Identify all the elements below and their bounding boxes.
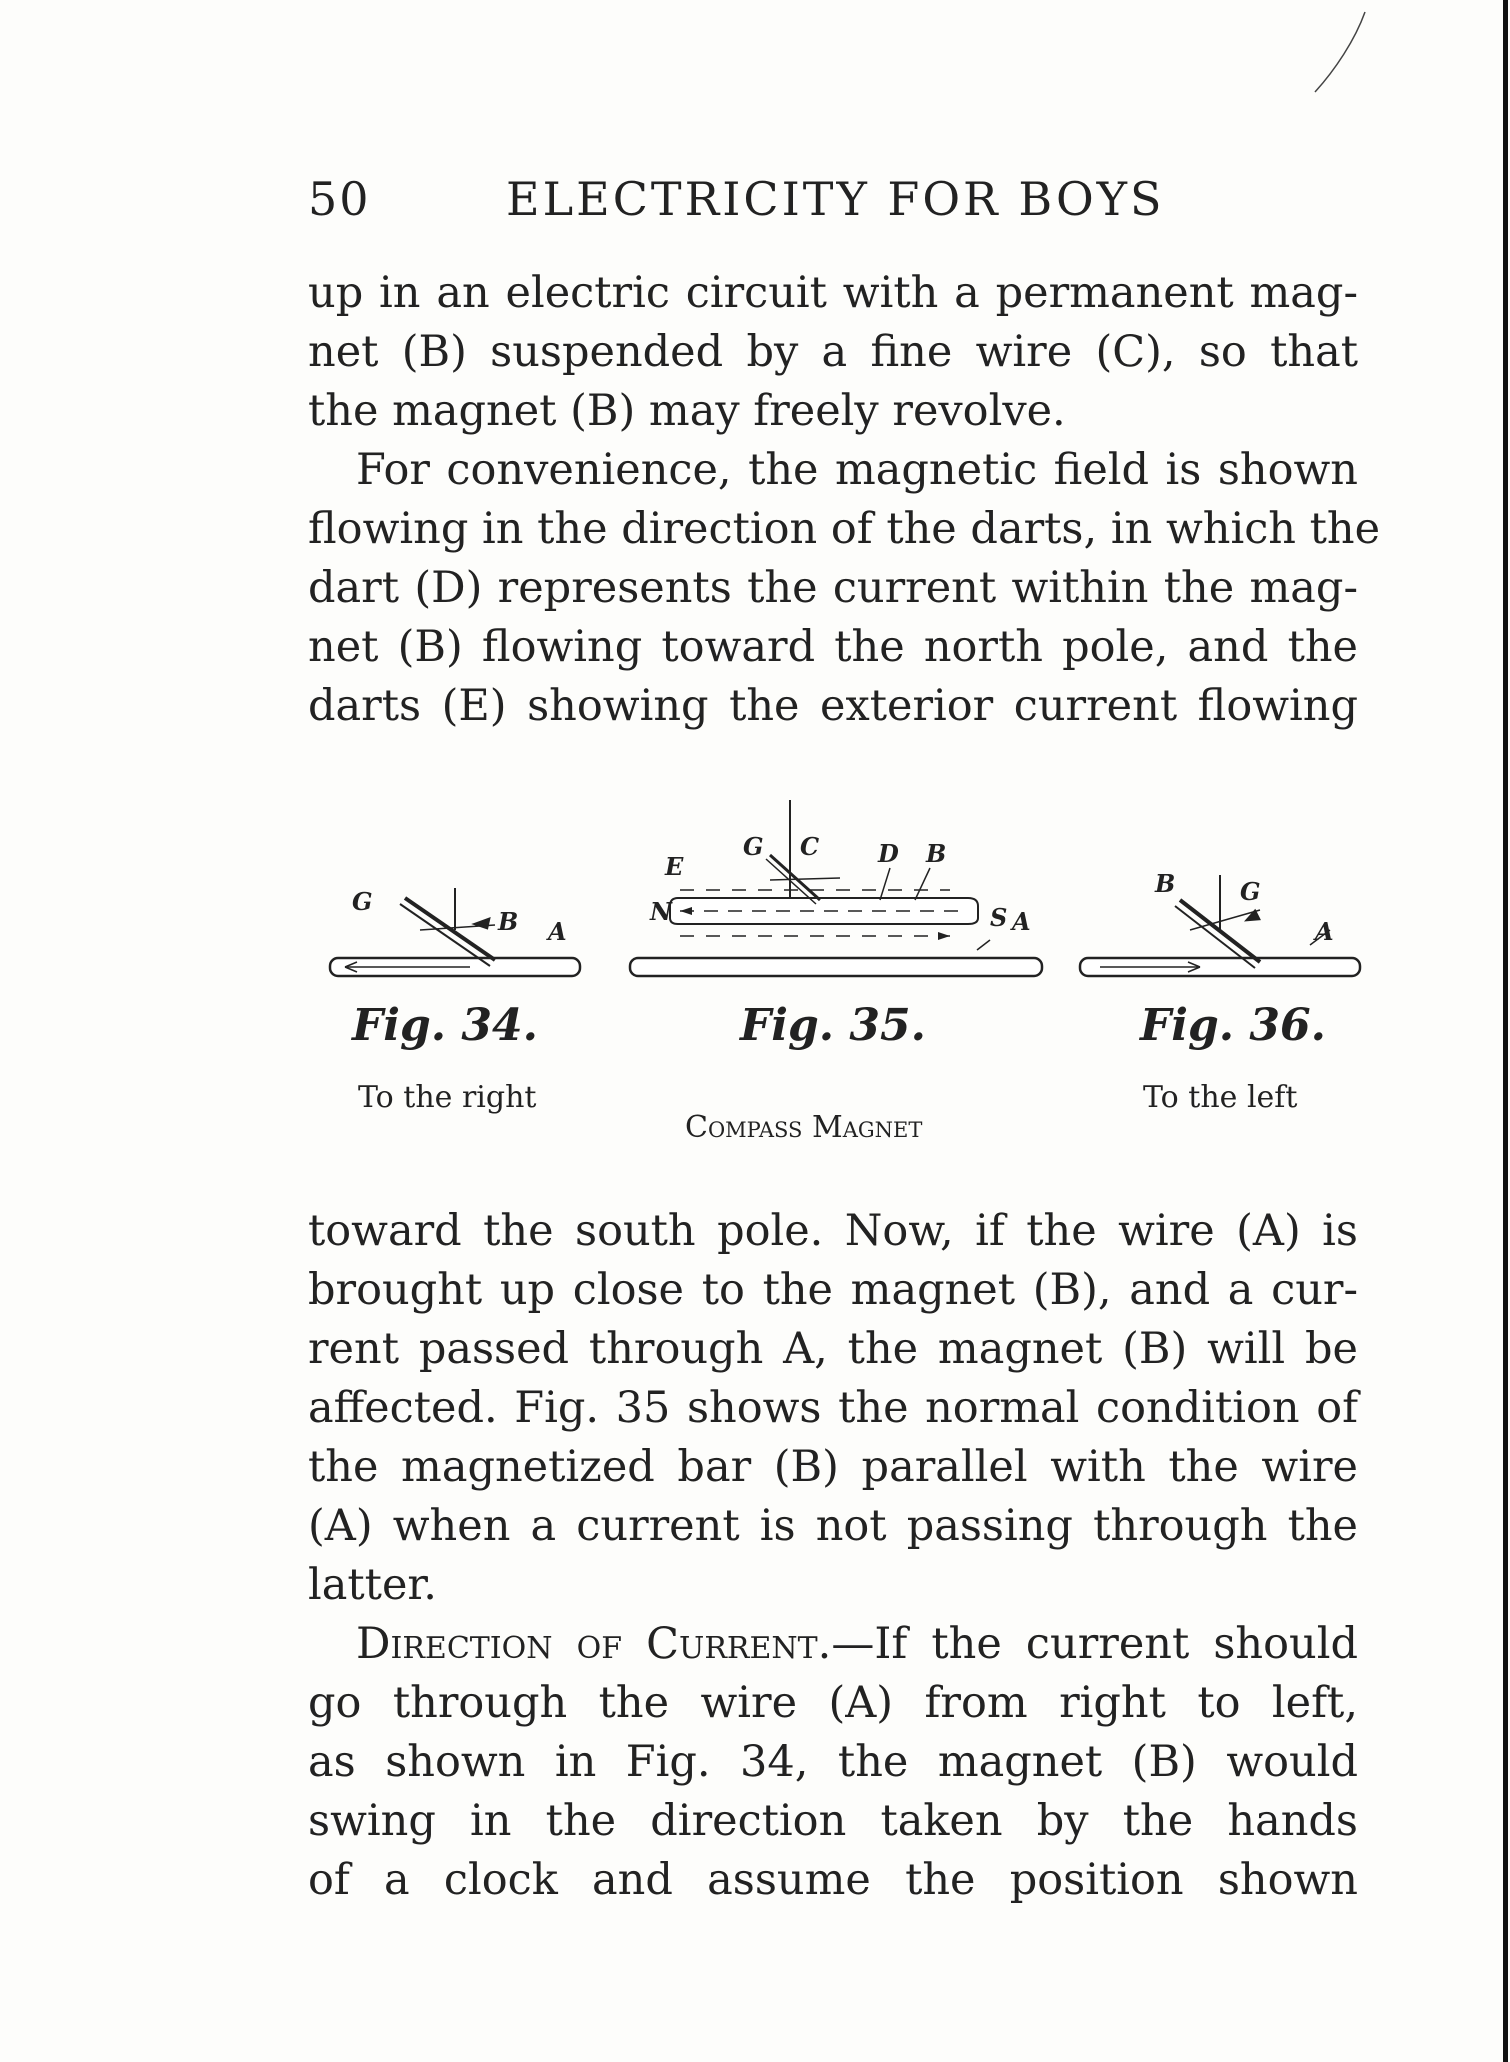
paragraph-block-bottom bbox=[308, 1202, 1358, 1910]
text-line: net (B) suspended by a fine wire (C), so that bbox=[308, 327, 1358, 377]
fig36-wire bbox=[1080, 958, 1360, 976]
fig36-letter-b: B bbox=[1155, 869, 1176, 898]
fig36-label: Fig. 36. bbox=[1140, 1000, 1326, 1051]
text-line: affected. Fig. 35 shows the normal condition of bbox=[308, 1383, 1358, 1433]
fig36-letter-a: A bbox=[1315, 917, 1334, 946]
section-first-line-text: If the current should bbox=[874, 1619, 1358, 1669]
text-line: the magnetized bar (B) parallel with the wire bbox=[308, 1442, 1358, 1492]
fig35-letter-a: A bbox=[1012, 907, 1031, 936]
text-line: go through the wire (A) from right to left, bbox=[308, 1678, 1358, 1728]
fig35-letter-b: B bbox=[926, 839, 947, 868]
fig35-letter-g: G bbox=[743, 832, 764, 861]
fig35-magnet bbox=[670, 855, 990, 950]
fig35-caption: Compass Magnet bbox=[685, 1110, 923, 1145]
fig35-letter-n: N bbox=[650, 897, 672, 926]
text-line: (A) when a current is not passing through the bbox=[308, 1501, 1358, 1551]
section-first-line bbox=[308, 1615, 1358, 1674]
fig34-label: Fig. 34. bbox=[352, 1000, 538, 1051]
fig36-letter-g: G bbox=[1240, 877, 1261, 906]
page-number: 50 bbox=[308, 172, 371, 226]
section-dash: — bbox=[831, 1619, 875, 1669]
text-line: rent passed through A, the magnet (B) will be bbox=[308, 1324, 1358, 1374]
fig34-letter-a: A bbox=[548, 917, 567, 946]
fig34-letter-g: G bbox=[352, 887, 373, 916]
text-line: flowing in the direction of the darts, in which the bbox=[308, 504, 1381, 554]
text-line: toward the south pole. Now, if the wire (A) is bbox=[308, 1206, 1358, 1256]
fig35-letter-s: S bbox=[990, 903, 1008, 932]
text-line: swing in the direction taken by the hands bbox=[308, 1796, 1358, 1846]
figure-group bbox=[300, 780, 1370, 1180]
page-header bbox=[308, 172, 1358, 232]
fig34-caption: To the right bbox=[358, 1080, 537, 1115]
text-line: brought up close to the magnet (B), and a cur- bbox=[308, 1265, 1358, 1315]
fig35-letter-e: E bbox=[665, 852, 684, 881]
fig35-letter-c: C bbox=[800, 832, 820, 861]
text-line: darts (E) showing the exterior current flowing bbox=[308, 681, 1358, 731]
text-line: up in an electric circuit with a permanent mag- bbox=[308, 268, 1358, 318]
page-edge-rule bbox=[1503, 0, 1508, 2062]
text-line: the magnet (B) may freely revolve. bbox=[308, 386, 1066, 436]
fig35-wire bbox=[630, 800, 1042, 976]
fig35-label: Fig. 35. bbox=[740, 1000, 926, 1051]
text-line: latter. bbox=[308, 1560, 437, 1610]
text-line: net (B) flowing toward the north pole, and the bbox=[308, 622, 1358, 672]
section-heading: Direction of Current. bbox=[356, 1619, 832, 1669]
text-line: as shown in Fig. 34, the magnet (B) would bbox=[308, 1737, 1358, 1787]
fig34-magnet bbox=[400, 888, 495, 966]
running-head: ELECTRICITY FOR BOYS bbox=[506, 172, 1165, 226]
fig35-letter-d: D bbox=[878, 839, 899, 868]
fig34-letter-b: B bbox=[498, 907, 519, 936]
fig34-wire bbox=[330, 958, 580, 976]
paragraph-block-top bbox=[308, 264, 1381, 736]
text-line: of a clock and assume the position shown bbox=[308, 1855, 1358, 1905]
pencil-mark bbox=[1310, 10, 1370, 95]
fig36-caption: To the left bbox=[1143, 1080, 1298, 1115]
text-line: For convenience, the magnetic field is shown bbox=[356, 445, 1358, 495]
text-line: dart (D) represents the current within the mag- bbox=[308, 563, 1358, 613]
